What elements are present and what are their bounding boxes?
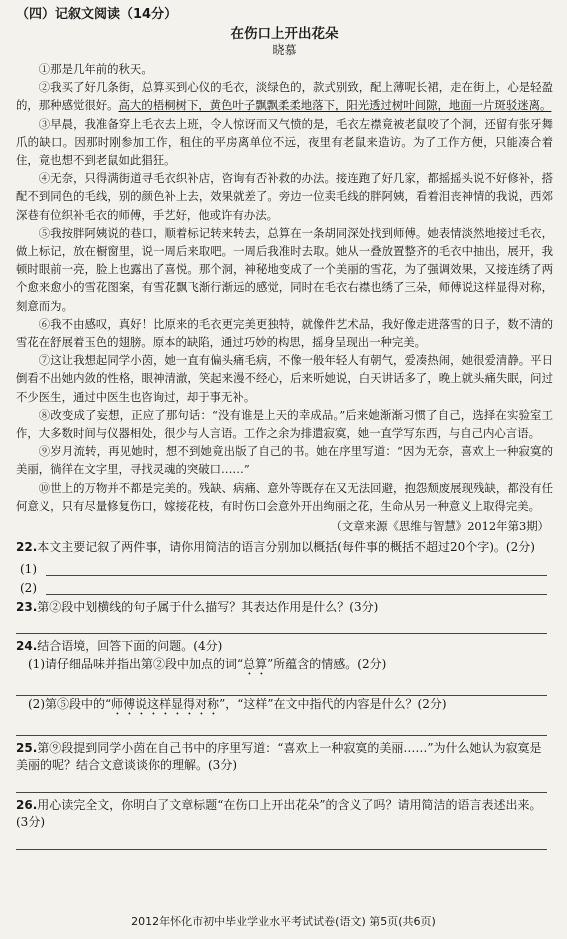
paragraph-9: ⑨岁月流转，再见她时，想不到她竟出版了自己的书。她在序里写道：“因为无奈，喜欢上一种寂寞的美丽，徜徉在文字里，寻找灵魂的突破口……” xyxy=(16,444,553,477)
dotted-phrase: 师傅说这样显得对称 xyxy=(111,696,220,711)
subquestion-text-end: ”，“这样”在文中指代的内容是什么？(2分) xyxy=(219,696,447,711)
paragraph-6: ⑥我不由感叹，真好！比原来的毛衣更完美更独特，就像件艺术品，我好像走进落雪的日子，数不清的雪花在舒展着玉色的翅膀。原本的缺陷，通过巧妙的构思，摇身呈现出一种完美。 xyxy=(16,316,553,350)
article-title: 在伤口上开出花朵 xyxy=(230,26,339,42)
question-24 xyxy=(16,638,553,656)
question-number: 23. xyxy=(16,599,38,614)
subquestion-text: (1)请仔细品味并指出第②段中加点的词“ xyxy=(28,656,244,671)
question-text: 用心读完全文，你明白了文章标题“在伤口上开出花朵”的含义了吗？请用简洁的语言表述出来。(3分) xyxy=(16,797,542,830)
question-22 xyxy=(16,539,553,557)
dotted-word: 总算 xyxy=(243,656,268,671)
article-author: 晓慕 xyxy=(272,43,297,57)
subquestion-text: (2)第⑤段中的“ xyxy=(28,696,112,711)
answer-line[interactable] xyxy=(46,580,547,595)
underlined-sentence: 高大的梧桐树下，黄色叶子飘飘柔柔地落下，阳光透过树叶间隙，地面一片斑驳迷离。 xyxy=(118,98,552,113)
paragraph-5: ⑤我按胖阿姨说的巷口，顺着标记转来转去，总算在一条胡同深处找到师傅。她表情淡然地接过毛衣，做上标记，放在橱窗里，说一周后来取吧。一周后我准时去取。她从一叠放置整齐的毛衣中抽出，展开，我顿时眼前一亮，脸上也露出了喜悦。那个洞，神秘地变成了一个美丽的雪花，为了强调效果，又接连绣了两个愈来愈小的雪花图案，有雪花飘飞渐行渐远的感觉，同时在毛衣右襟也绣了三朵，师傅说这样显得对称，刻意而为。 xyxy=(16,225,553,313)
paragraph-2 xyxy=(16,78,553,114)
paragraph-2-text: ②我买了好几条街，总算买到心仪的毛衣，淡绿色的，款式别致，配上薄呢长裙，走在街上，心是轻盈的，那种感觉很好。 xyxy=(16,80,553,113)
paragraph-3: ③早晨，我准备穿上毛衣去上班，令人惊讶而又气愤的是，毛衣左襟竟被老鼠咬了个洞，还留有张牙舞爪的缺口。因那时刚参加工作，租住的平房离单位不远，夜里有老鼠来造访。为了工作方便，只能凑合着住，竟也想不到老鼠如此猖狂。 xyxy=(16,116,553,168)
paragraph-1: ①那是几年前的秋天。 xyxy=(38,62,153,76)
question-text: 本文主要记叙了两件事，请你用简洁的语言分别加以概括(每件事的概括不超过20个字)。(2分) xyxy=(37,540,535,555)
question-number: 24. xyxy=(16,639,38,654)
question-25 xyxy=(16,740,553,775)
question-text: 结合语境，回答下面的问题。(4分) xyxy=(37,639,223,654)
question-number: 22. xyxy=(16,540,38,555)
question-26 xyxy=(16,797,553,832)
answer-line-26[interactable] xyxy=(16,832,547,850)
page-footer: 2012年怀化市初中毕业学业水平考试试卷(语文) 第5页(共6页) xyxy=(131,915,436,928)
paragraph-8: ⑧改变成了妄想，正应了那句话：“没有谁是上天的幸成品。”后来她渐渐习惯了自己，选择在实验室工作，大多数时间与仪器相处，很少与人言语。工作之余为排遣寂寞，她一直学写东西，与自己内心言语。 xyxy=(16,407,553,441)
answer-row-22-1 xyxy=(16,557,553,576)
answer-line-23[interactable] xyxy=(16,616,547,634)
answer-line[interactable] xyxy=(46,561,547,576)
question-text: 第②段中划横线的句子属于什么描写？其表达作用是什么？(3分) xyxy=(37,599,379,614)
question-number: 26. xyxy=(16,797,38,812)
subquestion-text-end: ”所蕴含的情感。(2分) xyxy=(267,656,387,671)
paragraph-7: ⑦这让我想起同学小茵，她一直有偏头痛毛病，不像一般年轻人有朝气，爱凑热闹，她很爱清静。平日倒看不出她内敛的性格，眼神清澈，笑起来漫不经心，后来听她说，白天讲话多了，晚上就头痛失眠，问过不少医生，通过中医生也咨询过，却于事无补。 xyxy=(16,353,553,404)
answer-label: (1) xyxy=(20,561,37,576)
question-text: 第⑨段提到同学小茵在自己书中的序里写道：“喜欢上一种寂寞的美丽……”为什么她认为寂寞是美丽的呢？结合文意谈谈你的理解。(3分) xyxy=(16,740,542,773)
answer-line-25[interactable] xyxy=(16,775,547,793)
answer-line-24-2[interactable] xyxy=(16,718,547,736)
answer-line-24-1[interactable] xyxy=(16,678,547,696)
section-title: （四）记叙文阅读（14分） xyxy=(16,7,178,22)
question-24-1 xyxy=(16,656,553,678)
answer-row-22-2 xyxy=(16,576,553,595)
question-number: 25. xyxy=(16,740,38,755)
paragraph-10: ⑩世上的万物并不都是完美的。残缺、病痛、意外等既存在又无法回避，抱怨颓废展现残缺，都没有任何意义，只有尽量修复伤口，嫁接花枝，有时伤口会意外开出绚丽之花，生命从另一种意义上取得完美。 xyxy=(16,480,553,513)
question-23 xyxy=(16,599,553,617)
paragraph-4: ④无奈，只得满街道寻毛衣织补店，咨询有否补救的办法。接连跑了好几家，都摇摇头说不好修补，搭配不到同色的毛线，别的颜色补上去，效果就差了。旁边一位卖毛线的胖阿姨，看着泪丧神情的我说，西郊深巷有位织补毛衣的师傅，手艺好，他或许有办法。 xyxy=(16,171,553,222)
answer-label: (2) xyxy=(20,580,37,595)
article-source: （文章来源《思维与智慧》2012年第3期） xyxy=(330,519,549,534)
question-24-2 xyxy=(16,696,553,718)
